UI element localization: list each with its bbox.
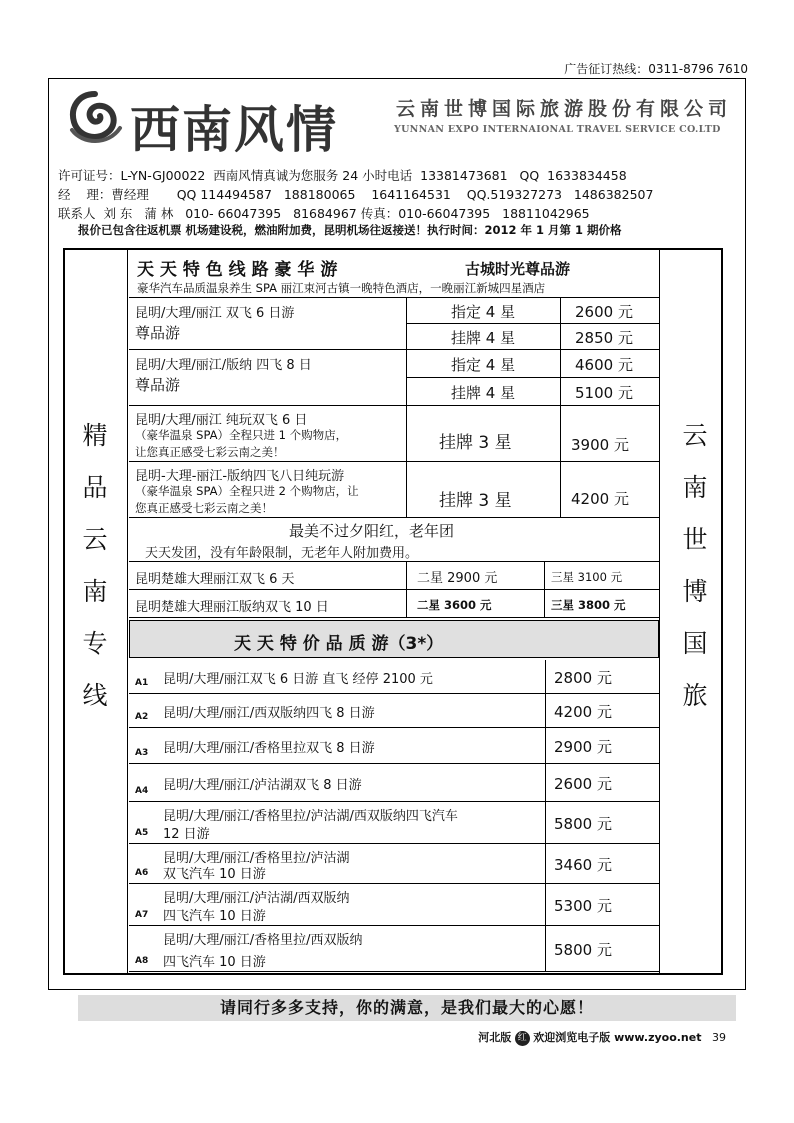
tour-route: 昆明/大理/丽江/泸沽湖双飞 8 日游 bbox=[163, 778, 362, 793]
edition-label: 河北版 bbox=[478, 1031, 512, 1044]
tour-route: 昆明/大理/丽江双飞 6 日游 直飞 经停 2100 元 bbox=[163, 672, 433, 687]
tour-code: A4 bbox=[135, 786, 149, 796]
luxury-desc: 豪华汽车品质温泉养生 SPA 丽江束河古镇一晚特色酒店，一晚丽江新城四星酒店 bbox=[137, 281, 546, 295]
company-name-en: YUNNAN EXPO INTERNAIONAL TRAVEL SERVICE CO.LTD bbox=[394, 124, 721, 135]
value-header bbox=[129, 620, 659, 658]
tour-route-cont: 双飞汽车 10 日游 bbox=[163, 867, 266, 882]
left-divider bbox=[127, 250, 128, 973]
tour-price: 2900 元 bbox=[554, 738, 612, 756]
page-number: 39 bbox=[712, 1031, 726, 1044]
brand-header bbox=[64, 84, 734, 159]
company-name-cn: 云南世博国际旅游股份有限公司 bbox=[396, 98, 733, 120]
tour-route-cont: 四飞汽车 10 日游 bbox=[163, 955, 266, 970]
value-tour-3 bbox=[129, 728, 546, 764]
tour-route-cont: 12 日游 bbox=[163, 827, 210, 842]
senior-tour-2: 昆明楚雄大理丽江版纳双飞 10 日 bbox=[129, 590, 407, 618]
luxury-header bbox=[129, 252, 659, 298]
red-circle-icon: 红 bbox=[515, 1031, 530, 1046]
price-notice: 报价已包含往返机票 机场建设税，燃油附加费，昆明机场往返接送！执行时间：2012 年 1 月第 1 期价格 bbox=[78, 223, 622, 237]
tour-price: 5300 元 bbox=[554, 897, 612, 915]
value-title: 天 天 特 价 品 质 游（3*） bbox=[234, 634, 444, 654]
value-tour-7 bbox=[129, 884, 546, 926]
tour-route: 昆明/大理/丽江/西双版纳四飞 8 日游 bbox=[163, 706, 375, 721]
tour-price: 2800 元 bbox=[554, 669, 612, 687]
side-label-right: 云 南 世 博 国 旅 bbox=[682, 421, 708, 710]
tour-price: 5800 元 bbox=[554, 815, 612, 833]
tour-code: A6 bbox=[135, 868, 149, 878]
luxury-tour-1: 昆明/大理/丽江 双飞 6 日游 尊品游 bbox=[129, 298, 407, 350]
contact-line: 联系人 刘 东 蒲 林 010- 66047395 81684967 传真：010-66047395 18811042965 bbox=[58, 206, 590, 221]
tour-price: 3460 元 bbox=[554, 856, 612, 874]
senior-title: 最美不过夕阳红，老年团 bbox=[289, 522, 455, 540]
footer-slogan: 请同行多多支持，你的满意，是我们最大的心愿！ bbox=[78, 995, 736, 1021]
value-tour-6 bbox=[129, 844, 546, 884]
tour-code: A8 bbox=[135, 956, 149, 966]
luxury-tour-3: 昆明/大理/丽江 纯玩双飞 6 日 （豪华温泉 SPA）全程只进 1 个购物店， 让您真正感受七彩云南之美！ bbox=[129, 406, 407, 462]
tour-price: 5800 元 bbox=[554, 941, 612, 959]
senior-desc: 天天发团，没有年龄限制，无老年人附加费用。 bbox=[145, 546, 419, 561]
tour-route: 昆明/大理/丽江/泸沽湖/西双版纳 bbox=[163, 891, 350, 906]
page-footer bbox=[478, 1029, 726, 1046]
tour-price: 4200 元 bbox=[554, 703, 612, 721]
tour-code: A7 bbox=[135, 910, 149, 920]
license-line: 许可证号：L-YN-GJ00022 西南风情真诚为您服务 24 小时电话 13381473681 QQ 1633834458 bbox=[58, 168, 627, 183]
value-tour-2 bbox=[129, 694, 546, 728]
tour-route-cont: 四飞汽车 10 日游 bbox=[163, 909, 266, 924]
tour-route: 昆明/大理/丽江/香格里拉/西双版纳 bbox=[163, 933, 363, 948]
luxury-tour-4: 昆明-大理-丽江-版纳四飞八日纯玩游 （豪华温泉 SPA）全程只进 2 个购物店，让 您真正感受七彩云南之美！ bbox=[129, 462, 407, 518]
tour-code: A1 bbox=[135, 678, 149, 688]
tour-route: 昆明/大理/丽江/香格里拉双飞 8 日游 bbox=[163, 741, 375, 756]
value-tour-4 bbox=[129, 764, 546, 802]
tour-price: 2600 元 bbox=[554, 775, 612, 793]
manager-line: 经 理：曹经理 QQ 114494587 188180065 1641164531 QQ.519327273 1486382507 bbox=[58, 187, 654, 202]
luxury-subtitle: 古城时光尊品游 bbox=[465, 260, 571, 278]
tour-code: A3 bbox=[135, 748, 149, 758]
tour-code: A2 bbox=[135, 712, 149, 722]
value-tour-8 bbox=[129, 926, 546, 972]
browse-text: 欢迎浏览电子版 www.zyoo.net bbox=[533, 1031, 702, 1044]
right-divider bbox=[659, 250, 660, 973]
tour-code: A5 bbox=[135, 828, 149, 838]
tour-route: 昆明/大理/丽江/香格里拉/泸沽湖/西双版纳四飞汽车 bbox=[163, 809, 458, 824]
ad-hotline: 广告征订热线：0311-8796 7610 bbox=[564, 62, 748, 76]
swirl-logo-icon bbox=[64, 86, 126, 148]
senior-tour-1: 昆明楚雄大理丽江双飞 6 天 bbox=[129, 562, 407, 590]
value-tour-5 bbox=[129, 802, 546, 844]
senior-header bbox=[129, 518, 659, 562]
brand-name: 西南风情 bbox=[130, 100, 338, 159]
side-label-left: 精 品 云 南 专 线 bbox=[82, 421, 108, 710]
value-tour-1 bbox=[129, 660, 546, 694]
luxury-tour-2: 昆明/大理/丽江/版纳 四飞 8 日 尊品游 bbox=[129, 350, 407, 406]
luxury-title: 天 天 特 色 线 路 豪 华 游 bbox=[137, 260, 338, 280]
tour-route: 昆明/大理/丽江/香格里拉/泸沽湖 bbox=[163, 851, 350, 866]
